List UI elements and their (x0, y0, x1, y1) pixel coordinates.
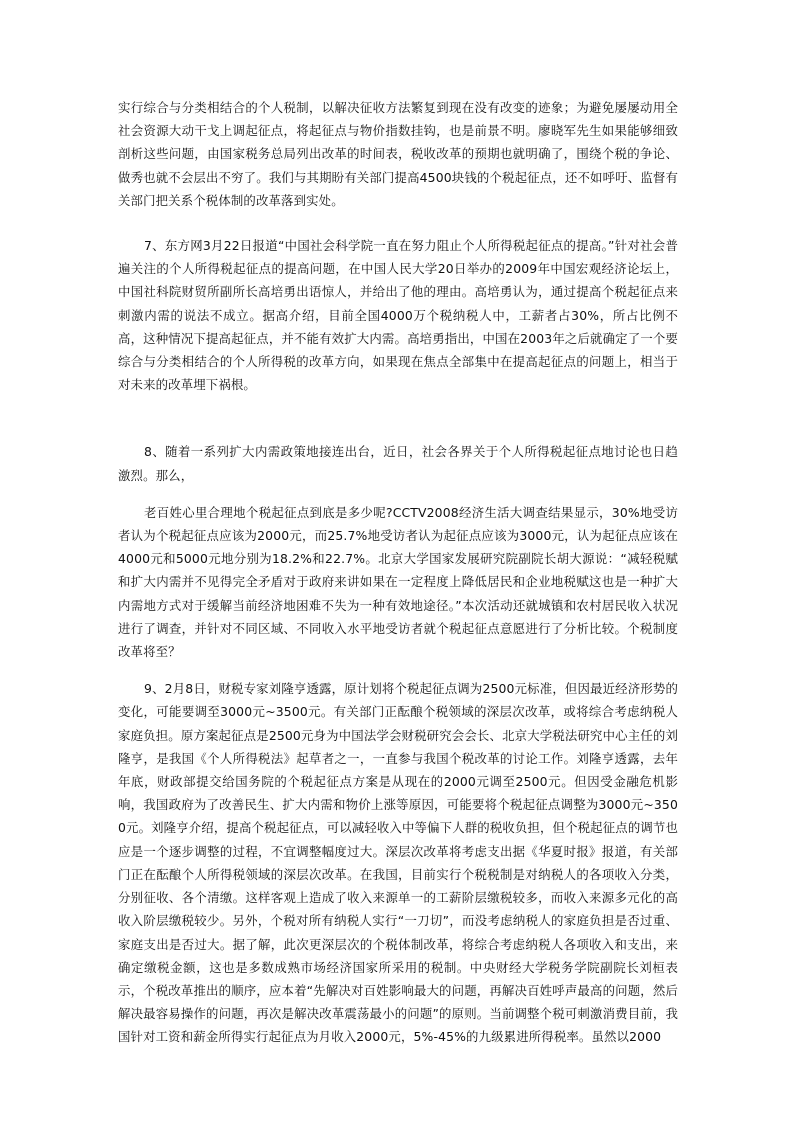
paragraph-item-7: 7、东方网3月22日报道“中国社会科学院一直在努力阻止个人所得税起征点的提高。”针对社会普遍关注的个人所得税起征点的提高问题，在中国人民大学20日举办的2009年中国宏观经济论坛上，中国社科院财贸所副所长高培勇出语惊人，并给出了他的理由。高培勇认为，通过提高个税起征点来刺激内需的说法不成立。据高介绍，目前全国4000万个税纳税人中，工薪者占30%，所占比例不高，这种情况下提高起征点，并不能有效扩大内需。高培勇指出，中国在2003年之后就确定了一个要综合与分类相结合的个人所得税的改革方向，如果现在焦点全部集中在提高起征点的问题上，相当于对未来的改革埋下祸根。 (118, 238, 678, 393)
paragraph-item-8: 8、随着一系列扩大内需政策地接连出台，近日，社会各界关于个人所得税起征点地讨论也日趋激烈。那么， (118, 444, 678, 483)
paragraph-item-9: 9、2月8日，财税专家刘隆亨透露，原计划将个税起征点调为2500元标准，但因最近经济形势的变化，可能要调至3000元~3500元。有关部门正酝酿个税领域的深层次改革，或将综合考虑纳税人家庭负担。原方案起征点是2500元身为中国法学会财税研究会会长、北京大学税法研究中心主任的刘隆亨，是我国《个人所得税法》起草者之一，一直参与我国个税改革的讨论工作。刘隆亨透露，去年年底，财政部提交给国务院的个税起征点方案是从现在的2000元调至2500元。但因受金融危机影响，我国政府为了改善民生、扩大内需和物价上涨等原因，可能要将个税起征点调整为3000元~3500元。刘隆亨介绍，提高个税起征点，可以减轻收入中等偏下人群的税收负担，但个税起征点的调节也应是一个逐步调整的过程，不宜调整幅度过大。深层次改革将考虑支出据《华夏时报》报道，有关部门正在酝酿个人所得税领域的深层次改革。在我国，目前实行个税税制是对纳税人的各项收入分类，分别征收、各个清缴。这样客观上造成了收入来源单一的工薪阶层缴税较多，而收入来源多元化的高收入阶层缴税较少。另外，个税对所有纳税人实行“一刀切”，而没考虑纳税人的家庭负担是否过重、家庭支出是否过大。据了解，此次更深层次的个税体制改革，将综合考虑纳税人各项收入和支出，来确定缴税金额，这也是多数成熟市场经济国家所采用的税制。中央财经大学税务学院副院长刘桓表示，个税改革推出的顺序，应本着“先解决对百姓影响最大的问题，再解决百姓呼声最高的问题，然后解决最容易操作的问题，再次是解决改革震荡最小的问题”的原则。当前调整个税可刺激消费目前，我国针对工资和薪金所得实行起征点为月收入2000元，5%-45%的九级累进所得税率。虽然以2000 (118, 681, 678, 1045)
paragraph-survey: 老百姓心里合理地个税起征点到底是多少呢?CCTV2008经济生活大调查结果显示，30%地受访者认为个税起征点应该为2000元，而25.7%地受访者认为起征点应该为3000元，认为起征点应该在4000元和5000元地分别为18.2%和22.7%。北京大学国家发展研究院副院长胡大源说：“减轻税赋和扩大内需并不见得完全矛盾对于政府来讲如果在一定程度上降低居民和企业地税赋这也是一种扩大内需地方式对于缓解当前经济地困难不失为一种有效地途径。”本次活动还就城镇和农村居民收入状况进行了调查，并针对不同区域、不同收入水平地受访者就个税起征点意愿进行了分析比较。个税制度改革将至？ (118, 504, 678, 660)
paragraph-intro: 实行综合与分类相结合的个人税制，以解决征收方法繁复到现在没有改变的迹象；为避免屡屡动用全社会资源大动干戈上调起征点，将起征点与物价指数挂钩，也是前景不明。廖晓军先生如果能够细致剖析这些问题，由国家税务总局列出改革的时间表，税收改革的预期也就明确了，围绕个税的争论、做秀也就不会层出不穷了。我们与其期盼有关部门提高4500块钱的个税起征点，还不如呼吁、监督有关部门把关系个税体制的改革落到实处。 (118, 100, 678, 208)
document-page (118, 96, 678, 1049)
